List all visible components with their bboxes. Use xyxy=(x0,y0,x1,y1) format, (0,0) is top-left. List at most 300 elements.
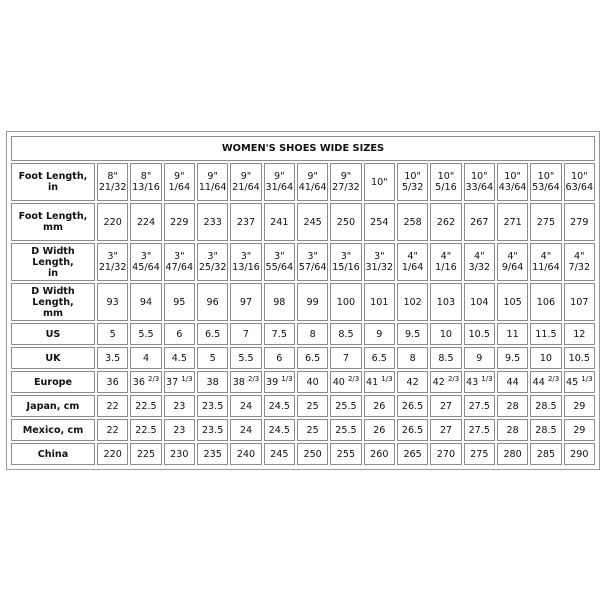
cell-value: 9.5 xyxy=(404,328,421,340)
table-cell xyxy=(297,347,328,369)
cell-value: 100 xyxy=(336,296,356,308)
table-cell xyxy=(464,283,495,321)
cell-value: 4" 7/32 xyxy=(568,251,591,273)
table-cell xyxy=(530,371,561,393)
cell-value: 11 xyxy=(506,328,519,340)
table-cell xyxy=(497,243,528,281)
table-cell xyxy=(97,243,128,281)
table-cell xyxy=(330,347,361,369)
table-cell xyxy=(197,283,228,321)
table-cell xyxy=(397,203,428,241)
cell-value: 233 xyxy=(203,216,222,228)
cell-value: 280 xyxy=(503,448,522,460)
cell-value: 3" 57/64 xyxy=(298,251,327,273)
cell-value: 4" 3/32 xyxy=(468,251,491,273)
cell-value: 9" 1/64 xyxy=(168,171,191,193)
cell-value: 27 xyxy=(439,424,453,436)
table-cell xyxy=(97,371,128,393)
cell-value: 41 xyxy=(366,376,379,388)
table-cell xyxy=(97,323,128,345)
cell-value: 44 xyxy=(532,376,545,388)
table-cell xyxy=(397,443,428,465)
cell-value: 22 xyxy=(106,424,119,436)
table-cell xyxy=(297,395,328,417)
cell-value: 23 xyxy=(173,424,186,436)
row-header xyxy=(11,243,95,281)
cell-value: 258 xyxy=(403,216,422,228)
table-cell xyxy=(497,203,528,241)
table-cell xyxy=(97,443,128,465)
table-cell xyxy=(197,443,228,465)
cell-value: 25 xyxy=(306,400,319,412)
row-header xyxy=(11,443,95,465)
table-cell xyxy=(564,203,595,241)
cell-value: 6 xyxy=(276,352,283,364)
table-cell xyxy=(530,283,561,321)
cell-value: 24 xyxy=(239,400,253,412)
table-cell xyxy=(530,419,561,441)
table-cell xyxy=(430,419,461,441)
cell-value: 265 xyxy=(403,448,422,460)
table-cell xyxy=(497,395,528,417)
table-cell xyxy=(530,323,561,345)
cell-value: 3" 47/64 xyxy=(165,251,194,273)
table-cell xyxy=(330,371,361,393)
table-cell xyxy=(97,419,128,441)
table-row xyxy=(11,395,595,417)
cell-value: 9" 31/64 xyxy=(265,171,294,193)
cell-value: 241 xyxy=(270,216,289,228)
cell-value: 9" 41/64 xyxy=(298,171,327,193)
table-cell xyxy=(497,347,528,369)
cell-value: 8.5 xyxy=(338,328,354,340)
cell-value: 26 xyxy=(373,424,386,436)
table-cell xyxy=(564,163,595,201)
cell-value: 6 xyxy=(176,328,183,340)
table-cell xyxy=(264,347,295,369)
cell-value: 104 xyxy=(470,296,489,308)
table-cell xyxy=(430,371,461,393)
cell-value: 4" 11/64 xyxy=(532,251,560,273)
cell-value: 42 xyxy=(432,376,445,388)
row-header xyxy=(11,163,95,201)
cell-value: 40 xyxy=(306,376,319,388)
row-header-label: Japan, cm xyxy=(26,400,80,412)
cell-value: 255 xyxy=(336,448,356,460)
row-header xyxy=(11,347,95,369)
table-cell xyxy=(330,243,361,281)
table-cell xyxy=(230,371,261,393)
table-cell xyxy=(330,395,361,417)
table-cell xyxy=(130,419,161,441)
table-cell xyxy=(130,395,161,417)
table-cell xyxy=(530,203,561,241)
cell-value: 25 xyxy=(306,424,319,436)
table-cell xyxy=(464,323,495,345)
cell-value: 10" 5/32 xyxy=(401,171,424,193)
table-cell xyxy=(264,283,295,321)
table-cell xyxy=(230,283,261,321)
cell-value: 38 xyxy=(232,376,245,388)
cell-value: 38 xyxy=(206,376,219,388)
cell-value: 26 xyxy=(373,400,386,412)
cell-value: 36 xyxy=(106,376,119,388)
cell-value: 24 xyxy=(239,424,253,436)
table-cell xyxy=(130,371,161,393)
size-chart xyxy=(6,131,600,470)
table-row xyxy=(11,283,595,321)
table-cell xyxy=(130,203,161,241)
table-cell xyxy=(364,347,395,369)
table-row xyxy=(11,323,595,345)
table-cell xyxy=(397,323,428,345)
cell-value: 3" 31/32 xyxy=(365,251,394,273)
cell-value: 24.5 xyxy=(268,424,290,436)
table-cell xyxy=(530,443,561,465)
table-cell xyxy=(497,163,528,201)
cell-value: 4" 1/64 xyxy=(401,251,424,273)
cell-value: 101 xyxy=(370,296,389,308)
table-cell xyxy=(397,283,428,321)
table-cell xyxy=(164,347,195,369)
table-cell xyxy=(264,243,295,281)
cell-fraction: 2/3 xyxy=(247,374,260,383)
cell-value: 8 xyxy=(309,328,316,340)
cell-value: 10.5 xyxy=(568,352,590,364)
cell-value: 6.5 xyxy=(205,328,221,340)
table-cell xyxy=(364,243,395,281)
table-cell xyxy=(164,371,195,393)
table-cell xyxy=(464,347,495,369)
table-cell xyxy=(364,323,395,345)
table-cell xyxy=(97,203,128,241)
table-cell xyxy=(197,243,228,281)
cell-value: 225 xyxy=(136,448,156,460)
table-cell xyxy=(464,395,495,417)
table-cell xyxy=(297,443,328,465)
cell-value: 103 xyxy=(436,296,456,308)
table-cell xyxy=(564,395,595,417)
table-row xyxy=(11,163,595,201)
cell-value: 229 xyxy=(170,216,189,228)
table-cell xyxy=(197,395,228,417)
table-cell xyxy=(530,163,561,201)
cell-value: 4" 1/16 xyxy=(435,251,457,273)
cell-fraction: 2/3 xyxy=(547,374,560,383)
cell-value: 12 xyxy=(573,328,586,340)
row-header-label: China xyxy=(37,448,69,460)
table-cell xyxy=(164,283,195,321)
row-header-label: Mexico, cm xyxy=(22,424,84,436)
table-cell xyxy=(130,243,161,281)
cell-value: 26.5 xyxy=(401,424,424,436)
cell-value: 267 xyxy=(470,216,489,228)
table-cell xyxy=(130,163,161,201)
cell-value: 7.5 xyxy=(271,328,287,340)
table-cell xyxy=(464,419,495,441)
table-cell xyxy=(364,419,395,441)
cell-value: 10.5 xyxy=(468,328,490,340)
table-cell xyxy=(564,371,595,393)
table-title: WOMEN'S SHOES WIDE SIZES xyxy=(11,136,595,161)
table-cell xyxy=(264,395,295,417)
table-cell xyxy=(297,283,328,321)
cell-value: 3.5 xyxy=(105,352,121,364)
table-cell xyxy=(330,203,361,241)
cell-value: 224 xyxy=(136,216,156,228)
cell-value: 285 xyxy=(536,448,556,460)
table-row xyxy=(11,371,595,393)
table-cell xyxy=(430,243,461,281)
table-cell xyxy=(297,203,328,241)
table-cell xyxy=(464,243,495,281)
table-cell xyxy=(264,323,295,345)
table-cell xyxy=(464,163,495,201)
cell-value: 27.5 xyxy=(468,400,490,412)
cell-value: 3" 21/32 xyxy=(98,251,127,273)
cell-value: 25.5 xyxy=(335,400,357,412)
table-cell xyxy=(564,347,595,369)
cell-value: 5 xyxy=(209,352,216,364)
table-cell xyxy=(364,203,395,241)
cell-value: 24.5 xyxy=(268,400,290,412)
cell-value: 9 xyxy=(476,352,483,364)
row-header-label: D Width Length, in xyxy=(31,245,75,279)
table-cell xyxy=(264,443,295,465)
table-cell xyxy=(230,443,261,465)
table-cell xyxy=(297,323,328,345)
table-cell xyxy=(264,419,295,441)
table-cell xyxy=(164,395,195,417)
cell-fraction: 2/3 xyxy=(447,374,460,383)
cell-value: 98 xyxy=(273,296,286,308)
table-cell xyxy=(297,371,328,393)
table-cell xyxy=(197,163,228,201)
table-cell xyxy=(564,443,595,465)
cell-value: 10" 43/64 xyxy=(498,171,527,193)
table-cell xyxy=(364,443,395,465)
cell-value: 8" 13/16 xyxy=(132,171,160,193)
table-cell xyxy=(130,443,161,465)
table-cell xyxy=(397,243,428,281)
table-cell xyxy=(164,163,195,201)
cell-value: 36 xyxy=(132,376,145,388)
cell-value: 7 xyxy=(342,352,350,364)
table-cell xyxy=(197,203,228,241)
table-cell xyxy=(364,163,395,201)
cell-value: 40 xyxy=(332,376,345,388)
table-cell xyxy=(430,347,461,369)
cell-value: 8.5 xyxy=(438,352,454,364)
table-body xyxy=(11,163,595,465)
cell-value: 220 xyxy=(103,448,122,460)
table-cell xyxy=(230,163,261,201)
cell-value: 96 xyxy=(206,296,219,308)
cell-value: 10" 5/16 xyxy=(435,171,457,193)
cell-value: 39 xyxy=(266,376,279,388)
row-header xyxy=(11,371,95,393)
table-cell xyxy=(497,283,528,321)
table-cell xyxy=(197,371,228,393)
table-cell xyxy=(197,347,228,369)
cell-value: 275 xyxy=(536,216,556,228)
cell-value: 7 xyxy=(242,328,250,340)
table-cell xyxy=(230,323,261,345)
table-cell xyxy=(264,203,295,241)
cell-value: 4 xyxy=(142,352,150,364)
cell-value: 275 xyxy=(470,448,489,460)
cell-value: 290 xyxy=(570,448,589,460)
table-cell xyxy=(330,323,361,345)
cell-value: 220 xyxy=(103,216,122,228)
row-header-label: US xyxy=(45,328,61,340)
cell-value: 22.5 xyxy=(135,424,157,436)
cell-value: 10" xyxy=(370,176,388,188)
cell-value: 26.5 xyxy=(401,400,424,412)
cell-value: 260 xyxy=(370,448,389,460)
row-header xyxy=(11,395,95,417)
cell-value: 245 xyxy=(270,448,289,460)
size-table xyxy=(9,134,597,467)
cell-value: 271 xyxy=(503,216,522,228)
cell-value: 27.5 xyxy=(468,424,490,436)
cell-value: 245 xyxy=(303,216,322,228)
cell-value: 10" 33/64 xyxy=(465,171,494,193)
cell-value: 9 xyxy=(376,328,383,340)
cell-value: 106 xyxy=(536,296,556,308)
table-cell xyxy=(264,371,295,393)
cell-value: 23.5 xyxy=(201,424,224,436)
table-cell xyxy=(197,323,228,345)
cell-fraction: 1/3 xyxy=(381,374,393,383)
table-row xyxy=(11,347,595,369)
cell-value: 9" 27/32 xyxy=(332,171,360,193)
table-cell xyxy=(130,283,161,321)
table-cell xyxy=(364,283,395,321)
cell-value: 250 xyxy=(336,216,356,228)
cell-value: 93 xyxy=(106,296,119,308)
cell-value: 230 xyxy=(170,448,189,460)
row-header-label: D Width Length, mm xyxy=(31,285,75,319)
cell-value: 45 xyxy=(566,376,579,388)
cell-value: 4" 9/64 xyxy=(501,251,524,273)
cell-value: 23.5 xyxy=(201,400,224,412)
row-header-label: Foot Length, mm xyxy=(18,211,88,233)
row-header-label: UK xyxy=(45,352,61,364)
table-cell xyxy=(230,243,261,281)
table-cell xyxy=(230,347,261,369)
row-header xyxy=(11,283,95,321)
cell-value: 8 xyxy=(409,352,416,364)
table-cell xyxy=(130,323,161,345)
table-cell xyxy=(397,371,428,393)
cell-value: 3" 13/16 xyxy=(232,251,260,273)
table-cell xyxy=(564,323,595,345)
table-cell xyxy=(397,419,428,441)
table-cell xyxy=(530,243,561,281)
table-cell xyxy=(164,243,195,281)
table-cell xyxy=(397,395,428,417)
table-cell xyxy=(564,283,595,321)
cell-fraction: 2/3 xyxy=(347,374,360,383)
table-cell xyxy=(397,347,428,369)
table-cell xyxy=(230,395,261,417)
cell-value: 42 xyxy=(406,376,419,388)
table-cell xyxy=(430,395,461,417)
table-cell xyxy=(197,419,228,441)
cell-value: 23 xyxy=(173,400,186,412)
cell-value: 44 xyxy=(506,376,519,388)
table-cell xyxy=(97,347,128,369)
cell-value: 3" 25/32 xyxy=(198,251,227,273)
cell-value: 29 xyxy=(573,400,586,412)
table-cell xyxy=(430,323,461,345)
table-cell xyxy=(97,163,128,201)
table-cell xyxy=(397,163,428,201)
cell-value: 29 xyxy=(573,424,586,436)
cell-value: 99 xyxy=(306,296,319,308)
cell-value: 105 xyxy=(503,296,522,308)
cell-value: 237 xyxy=(236,216,256,228)
cell-value: 9" 11/64 xyxy=(198,171,227,193)
table-cell xyxy=(97,283,128,321)
table-cell xyxy=(497,371,528,393)
cell-value: 43 xyxy=(466,376,479,388)
table-cell xyxy=(330,163,361,201)
table-cell xyxy=(330,283,361,321)
cell-value: 28 xyxy=(506,424,519,436)
cell-fraction: 1/3 xyxy=(281,374,293,383)
cell-value: 22.5 xyxy=(135,400,157,412)
cell-fraction: 1/3 xyxy=(481,374,493,383)
table-cell xyxy=(297,419,328,441)
row-header-label: Europe xyxy=(33,376,73,388)
cell-fraction: 2/3 xyxy=(148,374,160,383)
table-cell xyxy=(530,395,561,417)
row-header xyxy=(11,419,95,441)
cell-fraction: 1/3 xyxy=(581,374,593,383)
cell-value: 5 xyxy=(109,328,116,340)
cell-value: 22 xyxy=(106,400,119,412)
table-cell xyxy=(564,419,595,441)
cell-value: 102 xyxy=(403,296,422,308)
cell-value: 25.5 xyxy=(335,424,357,436)
cell-value: 95 xyxy=(173,296,186,308)
cell-value: 279 xyxy=(570,216,589,228)
table-row xyxy=(11,203,595,241)
table-cell xyxy=(430,163,461,201)
table-cell xyxy=(164,419,195,441)
cell-value: 37 xyxy=(166,376,179,388)
cell-value: 10" 53/64 xyxy=(532,171,560,193)
cell-value: 6.5 xyxy=(305,352,321,364)
cell-value: 250 xyxy=(303,448,322,460)
table-row xyxy=(11,443,595,465)
row-header-label: Foot Length, in xyxy=(18,171,88,193)
cell-value: 28 xyxy=(506,400,519,412)
cell-value: 5.5 xyxy=(238,352,254,364)
table-cell xyxy=(530,347,561,369)
table-cell xyxy=(497,323,528,345)
cell-value: 97 xyxy=(239,296,253,308)
table-cell xyxy=(430,203,461,241)
cell-value: 3" 55/64 xyxy=(265,251,294,273)
table-cell xyxy=(164,443,195,465)
cell-value: 4.5 xyxy=(171,352,187,364)
table-row xyxy=(11,419,595,441)
cell-value: 28.5 xyxy=(535,424,557,436)
table-cell xyxy=(97,395,128,417)
